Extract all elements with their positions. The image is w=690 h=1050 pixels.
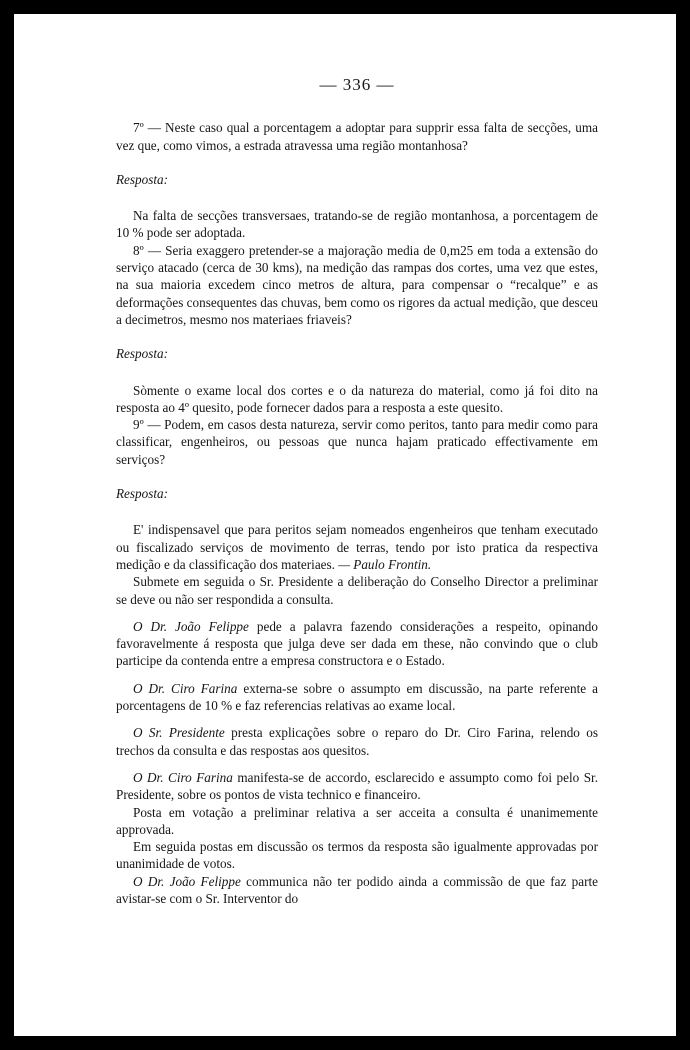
signature: — Paulo Frontin. <box>338 556 432 572</box>
document-page <box>14 14 676 1036</box>
answer-7: Na falta de secções transversaes, tratando-se de região montanhosa, a porcentagem de 10 % pode ser adoptada. <box>116 208 598 241</box>
speaker-name: O Dr. João Felippe <box>133 618 249 634</box>
answer-9 <box>116 521 598 573</box>
paragraph-presidente <box>116 724 598 759</box>
speaker-text: externa-se sobre o assumpto em discussão, na parte referente a porcentagens de 10 % e faz referencias relativas ao exame local. <box>116 680 598 714</box>
answer-heading: Resposta: <box>116 171 169 187</box>
answer-9-text: E' indispensavel que para peritos sejam nomeados engenheiros que tenham executado ou fiscalizado serviços de movimento de terras, tendo por isto pratica da respectiva medição e da classificação dos materiaes. <box>116 522 598 572</box>
page-body <box>116 76 598 907</box>
question-8: 8º — Seria exaggero pretender-se a majoração media de 0,m25 em toda a extensão do serviço atacado (cerca de 30 kms), na medição das rampas dos cortes, uma vez que estes, na sua maioria excedem cinco metros de altura, para compensar o “recalque” e as deformações consequentes das chuvas, bem como os rigores da actual medição, que desceu a decimetros, mesmo nos materiaes friaveis? <box>116 242 598 327</box>
paragraph-ciro-farina-2 <box>116 769 598 804</box>
paragraph-votacao: Posta em votação a preliminar relativa a ser acceita a consulta é unanimemente approvada. <box>116 804 598 837</box>
speaker-name: O Sr. Presidente <box>133 725 225 741</box>
speaker-name: O Dr. João Felippe <box>133 873 241 889</box>
paragraph-joao-felippe <box>116 618 598 670</box>
speaker-text: communica não ter podido ainda a commissão de que faz parte avistar-se com o Sr. Interventor do <box>116 873 598 906</box>
question-9: 9º — Podem, em casos desta natureza, servir como peritos, tanto para medir como para classificar, engenheiros, ou pessoas que nunca hajam praticado effectivamente em serviços? <box>116 417 598 467</box>
speaker-name: O Dr. Ciro Farina <box>133 769 233 785</box>
answer-heading: Resposta: <box>116 486 169 502</box>
paragraph-joao-felippe-2 <box>116 873 598 908</box>
answer-heading: Resposta: <box>116 346 169 362</box>
paragraph-em-seguida: Em seguida postas em discussão os termos da resposta são igualmente approvadas por unanimidade de votos. <box>116 839 598 872</box>
question-7: 7º — Neste caso qual a porcentagem a adoptar para supprir essa falta de secções, uma vez que, como vimos, a estrada atravessa uma região montanhosa? <box>116 120 598 153</box>
answer-8: Sòmente o exame local dos cortes e o da natureza do material, como já foi dito na resposta ao 4º quesito, pode fornecer dados para a resposta a este quesito. <box>116 382 598 415</box>
speaker-name: O Dr. Ciro Farina <box>133 680 238 696</box>
speaker-text: manifesta-se de accordo, esclarecido e assumpto como foi pelo Sr. Presidente, sobre os pontos de vista technico e financeiro. <box>116 769 599 803</box>
paragraph-ciro-farina <box>116 680 598 715</box>
speaker-text: pede a palavra fazendo considerações a respeito, opinando favoravelmente á resposta que julga deve ser dada em these, não convindo que o club participe da contenda entre a empresa constructora e o Estado. <box>116 618 598 669</box>
page-number: — 336 — <box>319 75 395 94</box>
speaker-text: presta explicações sobre o reparo do Dr. Ciro Farina, relendo os trechos da consulta e das respostas aos quesitos. <box>116 725 598 758</box>
paragraph-submete: Submete em seguida o Sr. Presidente a deliberação do Conselho Director a preliminar se deve ou não ser respondida a consulta. <box>116 574 598 607</box>
